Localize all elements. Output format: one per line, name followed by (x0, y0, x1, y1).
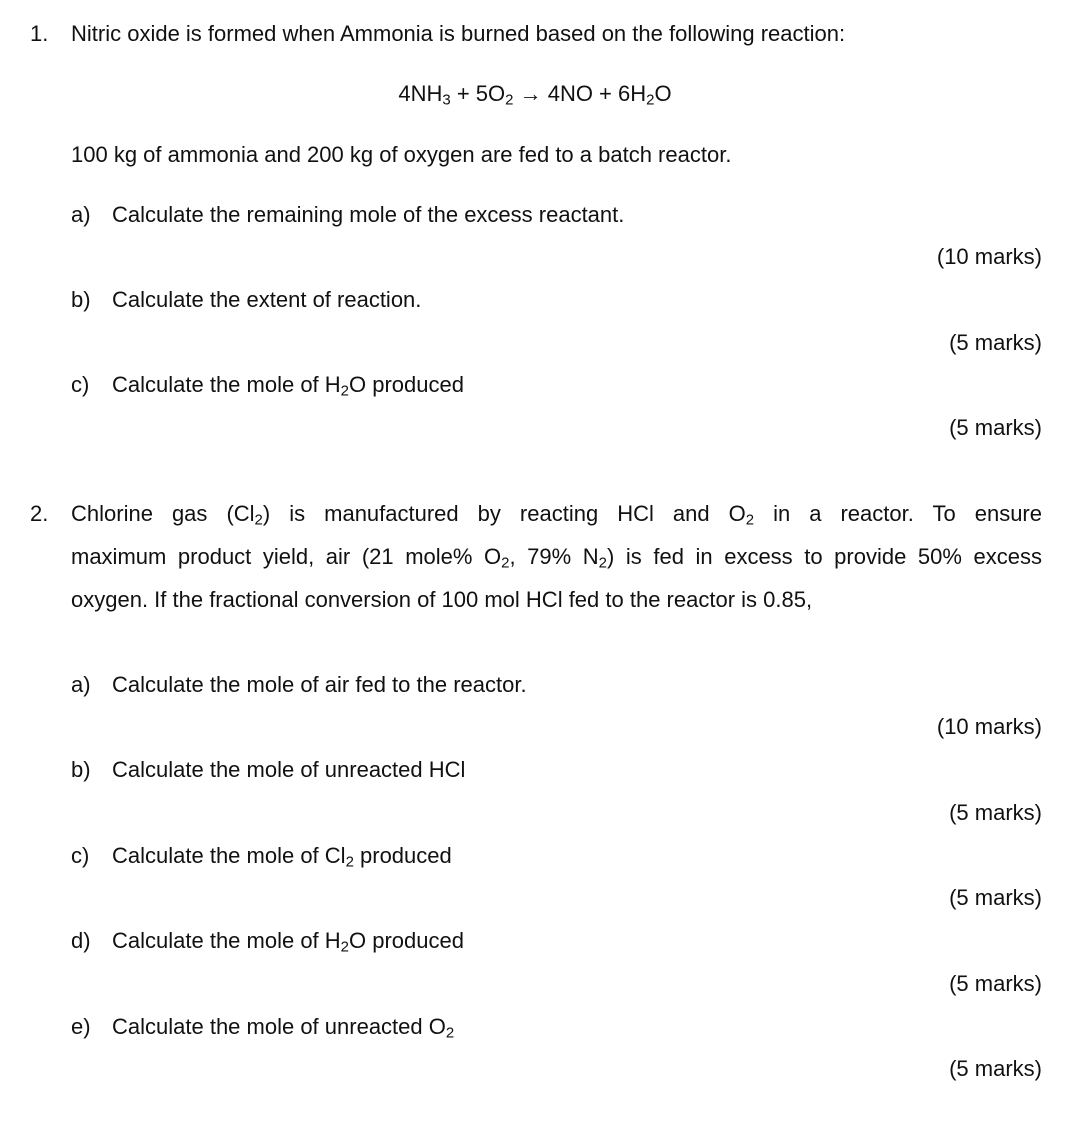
question-2-line-2: maximum product yield, air (21 mole% $O_2$, 79% $N_2$) is fed in excess to provide 50% excess (71, 544, 1042, 572)
q1-part-a-label: a) (71, 202, 91, 227)
question-2-line-1: Chlorine gas $(Cl_2)$ is manufactured by reacting HCl and $O_2$ in a reactor. To ensure (71, 501, 1042, 529)
question-2-line-3: oxygen. If the fractional conversion of 100 mol HCl fed to the reactor is 0.85, (71, 587, 813, 612)
q2-part-d-label: d) (71, 928, 91, 953)
q2-part-e-marks: (5 marks) (949, 1056, 1042, 1081)
q1-part-b-marks: (5 marks) (949, 330, 1042, 355)
question-1-number: 1. (30, 21, 49, 46)
question-1-intro: Nitric oxide is formed when Ammonia is burned based on the following reaction: (71, 21, 846, 46)
q2-part-a-marks: (10 marks) (936, 714, 1042, 739)
q1-part-a-text: Calculate the remaining mole of the excess reactant. (112, 202, 625, 227)
q1-part-c-marks: (5 marks) (949, 415, 1042, 440)
q2-part-c-label: c) (71, 843, 90, 868)
q2-part-b-label: b) (71, 757, 91, 782)
q2-part-e-label: e) (71, 1014, 91, 1039)
q2-part-a-text: Calculate the mole of air fed to the reactor. (112, 672, 527, 697)
q2-part-d-marks: (5 marks) (949, 971, 1042, 996)
q2-part-e-text: Calculate the mole of unreacted $O_2$ (112, 1014, 455, 1042)
q2-part-c-text: Calculate the mole of $Cl_2$ produced (112, 843, 452, 871)
q2-part-d-text: Calculate the mole of $H_2O$ produced (112, 928, 464, 956)
q1-part-b-label: b) (71, 287, 91, 312)
q2-part-b-marks: (5 marks) (949, 800, 1042, 825)
q1-part-c-text: Calculate the mole of $H_2O$ produced (112, 372, 464, 400)
question-2-number: 2. (30, 501, 49, 526)
q1-part-b-text: Calculate the extent of reaction. (112, 287, 422, 312)
q1-part-a-marks: (10 marks) (936, 244, 1042, 269)
q2-part-c-marks: (5 marks) (949, 885, 1042, 910)
q1-part-c-label: c) (71, 372, 90, 397)
q2-part-a-label: a) (71, 672, 91, 697)
question-1-feed: 100 kg of ammonia and 200 kg of oxygen are fed to a batch reactor. (71, 142, 732, 167)
reaction-equation: $4NH_3 + 5O_2 \to 4NO + 6H_2O$ (398, 81, 672, 109)
q2-part-b-text: Calculate the mole of unreacted HCl (112, 757, 466, 782)
